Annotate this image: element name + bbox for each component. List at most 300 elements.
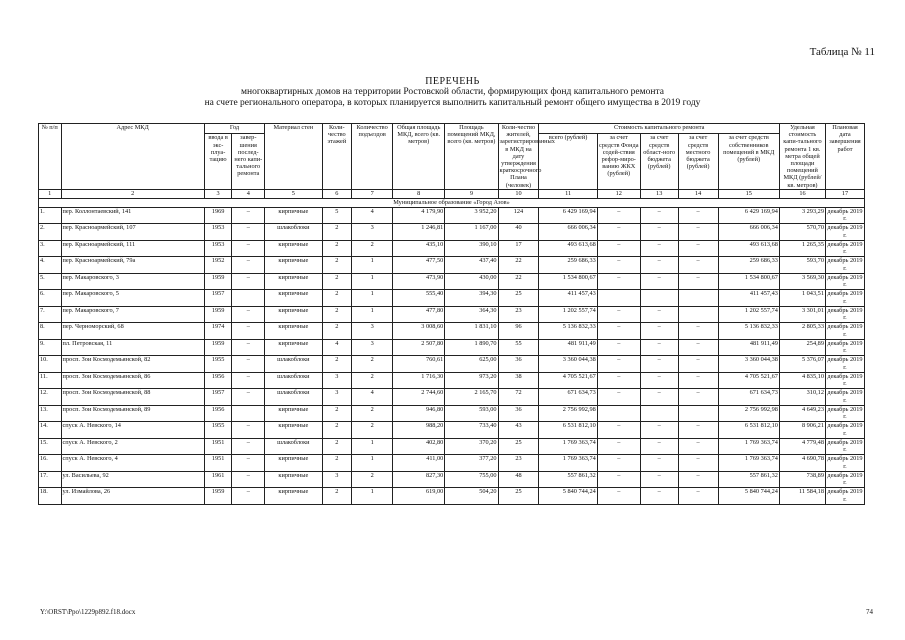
row-cost-owners: 557 861,32 — [718, 471, 779, 488]
row-total-area: 555,40 — [393, 290, 445, 307]
row-cost-fund: – — [597, 422, 640, 439]
row-year-last-repair: – — [232, 306, 265, 323]
table-row — [39, 455, 865, 472]
row-cost-local: – — [678, 471, 718, 488]
row-cost-fund: – — [597, 207, 640, 224]
table-row — [39, 372, 865, 389]
row-premises-area: 504,20 — [445, 488, 498, 505]
header-planned-date: Плановая дата завершения работ — [825, 124, 864, 190]
row-cost-owners: 1 534 800,67 — [718, 273, 779, 290]
row-residents: 40 — [498, 224, 539, 241]
row-cost-owners: 4 705 521,67 — [718, 372, 779, 389]
row-total-area: 2 507,80 — [393, 339, 445, 356]
row-residents: 22 — [498, 257, 539, 274]
column-number: 3 — [204, 189, 232, 198]
header-residents: Коли-чество жителей, зарегистрированных в МКД на дату утверждения краткосрочного Плана (человек) — [499, 124, 555, 189]
column-number: 8 — [393, 189, 445, 198]
row-planned-date: декабрь 2019 г. — [827, 306, 863, 322]
row-floors: 2 — [322, 405, 352, 422]
row-year-commission: 1952 — [204, 257, 232, 274]
row-year-commission: 1953 — [204, 240, 232, 257]
row-total-area: 619,00 — [393, 488, 445, 505]
row-wall-material: кирпичные — [265, 339, 322, 356]
header-entrances: Количество подъездов — [352, 124, 393, 190]
row-wall-material: кирпичные — [265, 306, 322, 323]
table-row — [39, 306, 865, 323]
table-row — [39, 471, 865, 488]
row-planned-date: декабрь 2019 г. — [827, 389, 863, 404]
row-cost-local: – — [678, 224, 718, 241]
header-address: Адрес МКД — [61, 124, 204, 190]
row-number: 7. — [39, 306, 62, 323]
row-cost-local: – — [678, 323, 718, 340]
row-cost-local: – — [678, 389, 718, 406]
row-cost-local: – — [678, 273, 718, 290]
row-year-commission: 1959 — [204, 488, 232, 505]
row-cost-regional: – — [640, 372, 678, 389]
row-number: 6. — [39, 290, 62, 307]
row-cost-owners: 259 686,33 — [718, 257, 779, 274]
row-floors: 5 — [322, 207, 352, 224]
row-cost-regional: – — [640, 438, 678, 455]
row-premises-area: 2 165,70 — [445, 389, 498, 406]
table-row — [39, 207, 865, 224]
row-cost-fund: – — [597, 306, 640, 323]
row-floors: 2 — [322, 257, 352, 274]
row-cost-owners: 411 457,43 — [718, 290, 779, 307]
row-year-commission: 1957 — [204, 290, 232, 307]
row-premises-area: 755,00 — [445, 471, 498, 488]
row-address: просп. Зои Космодемьянской, 82 — [61, 356, 204, 373]
row-premises-area: 394,30 — [445, 290, 498, 307]
row-address: пер. Красноармейский, 107 — [61, 224, 204, 241]
footer-file-path: Y:\ORST\Ppo\1229p892.f18.docx — [40, 608, 136, 616]
row-year-commission: 1951 — [204, 438, 232, 455]
column-number: 16 — [779, 189, 825, 198]
table-row — [39, 323, 865, 340]
row-year-commission: 1969 — [204, 207, 232, 224]
row-cost-local: – — [678, 240, 718, 257]
row-residents: 96 — [498, 323, 539, 340]
row-wall-material: шлакоблоки — [265, 389, 322, 406]
table-row — [39, 422, 865, 439]
table-number-label: Таблица № 11 — [809, 46, 875, 58]
table-row — [39, 240, 865, 257]
row-residents: 38 — [498, 372, 539, 389]
row-year-last-repair: – — [232, 339, 265, 356]
row-premises-area: 1 890,70 — [445, 339, 498, 356]
row-floors: 3 — [322, 471, 352, 488]
row-cost-local: – — [678, 488, 718, 505]
row-cost-owners: 6 429 169,94 — [718, 207, 779, 224]
row-unit-cost: 3 569,30 — [779, 273, 825, 290]
row-cost-total: 493 613,68 — [539, 240, 597, 257]
row-total-area: 946,80 — [393, 405, 445, 422]
column-number: 12 — [597, 189, 640, 198]
header-premises-area: Площадь помещений МКД, всего (кв. метров) — [445, 124, 498, 190]
row-cost-local — [678, 290, 718, 307]
column-number: 5 — [265, 189, 322, 198]
column-number: 1 — [39, 189, 62, 198]
row-cost-fund: – — [597, 372, 640, 389]
row-cost-total: 671 634,73 — [539, 389, 597, 406]
table-row — [39, 356, 865, 373]
row-cost-local: – — [678, 455, 718, 472]
row-cost-fund: – — [597, 224, 640, 241]
row-cost-fund: – — [597, 471, 640, 488]
row-residents: 124 — [498, 207, 539, 224]
row-wall-material: кирпичные — [265, 323, 322, 340]
row-unit-cost: 2 805,33 — [779, 323, 825, 340]
row-unit-cost: 4 779,48 — [779, 438, 825, 455]
row-year-commission: 1955 — [204, 422, 232, 439]
section-title: Муниципальное образование «Город Азов» — [39, 198, 865, 207]
row-wall-material: кирпичные — [265, 488, 322, 505]
row-floors: 4 — [322, 339, 352, 356]
row-total-area: 477,80 — [393, 306, 445, 323]
row-cost-total: 557 861,32 — [539, 471, 597, 488]
row-cost-total: 4 705 521,67 — [539, 372, 597, 389]
row-wall-material: кирпичные — [265, 455, 322, 472]
row-unit-cost: 4 690,78 — [779, 455, 825, 472]
row-year-last-repair: – — [232, 356, 265, 373]
row-wall-material: кирпичные — [265, 273, 322, 290]
row-address: пер. Черноморский, 68 — [61, 323, 204, 340]
row-wall-material: кирпичные — [265, 405, 322, 422]
row-cost-regional: – — [640, 422, 678, 439]
row-cost-regional: – — [640, 240, 678, 257]
table-row — [39, 257, 865, 274]
row-address: просп. Зои Космодемьянской, 89 — [61, 405, 204, 422]
row-cost-total: 3 360 044,38 — [539, 356, 597, 373]
header-cost-total: всего (рублей) — [539, 134, 597, 190]
column-number: 9 — [445, 189, 498, 198]
row-planned-date: декабрь 2019 г. — [827, 240, 863, 256]
row-cost-local: – — [678, 257, 718, 274]
row-unit-cost: 4 835,10 — [779, 372, 825, 389]
row-entrances: 3 — [352, 323, 393, 340]
row-residents: 25 — [498, 290, 539, 307]
row-year-commission: 1957 — [204, 389, 232, 406]
row-address: пл. Петровская, 11 — [61, 339, 204, 356]
row-residents: 48 — [498, 471, 539, 488]
row-cost-total: 666 006,34 — [539, 224, 597, 241]
row-cost-total: 2 756 992,98 — [539, 405, 597, 422]
row-year-last-repair: – — [232, 224, 265, 241]
row-year-commission: 1974 — [204, 323, 232, 340]
row-unit-cost: 310,12 — [779, 389, 825, 406]
row-cost-fund: – — [597, 273, 640, 290]
row-floors: 2 — [322, 224, 352, 241]
row-planned-date: декабрь 2019 г. — [827, 422, 863, 437]
header-cost-local: за счет средств местного бюджета (рублей) — [678, 134, 718, 190]
row-cost-owners: 5 840 744,24 — [718, 488, 779, 505]
row-total-area: 402,80 — [393, 438, 445, 455]
row-number: 1. — [39, 207, 62, 224]
heading-title: ПЕРЕЧЕНЬ — [425, 76, 480, 87]
row-wall-material: кирпичные — [265, 207, 322, 224]
row-unit-cost: 1 043,51 — [779, 290, 825, 307]
row-unit-cost: 4 649,23 — [779, 405, 825, 422]
row-total-area: 827,30 — [393, 471, 445, 488]
column-number: 10 — [498, 189, 539, 198]
column-number: 13 — [640, 189, 678, 198]
row-cost-total: 6 531 812,10 — [539, 422, 597, 439]
header-cost-fund: за счет средств Фонда содей-ствия рефор-миро-ванию ЖКХ (рублей) — [597, 134, 640, 190]
row-cost-local: – — [678, 339, 718, 356]
row-address: пер. Макаровского, 7 — [61, 306, 204, 323]
row-planned-date: декабрь 2019 г. — [827, 356, 863, 371]
row-residents: 17 — [498, 240, 539, 257]
row-number: 5. — [39, 273, 62, 290]
row-unit-cost: 3 301,01 — [779, 306, 825, 323]
row-cost-total: 6 429 169,94 — [539, 207, 597, 224]
row-cost-fund: – — [597, 339, 640, 356]
heading-subtitle-2: на счете регионального оператора, в которых планируется выполнить капитальный ремонт общего имущества в 2019 году — [204, 98, 701, 108]
row-cost-owners: 1 769 363,74 — [718, 438, 779, 455]
row-year-last-repair: – — [232, 438, 265, 455]
row-address: пер. Коллонтаевский, 141 — [61, 207, 204, 224]
row-cost-total: 5 840 744,24 — [539, 488, 597, 505]
header-total-area: Общая площадь МКД, всего (кв. метров) — [393, 124, 445, 190]
row-wall-material: кирпичные — [265, 471, 322, 488]
row-premises-area: 973,20 — [445, 372, 498, 389]
row-address: пер. Красноармейский, 111 — [61, 240, 204, 257]
row-wall-material: шлакоблоки — [265, 356, 322, 373]
table-row — [39, 273, 865, 290]
table-body — [39, 198, 865, 504]
row-unit-cost: 1 265,35 — [779, 240, 825, 257]
row-cost-local: – — [678, 207, 718, 224]
row-residents: 36 — [498, 356, 539, 373]
row-cost-local: – — [678, 422, 718, 439]
row-number: 11. — [39, 372, 62, 389]
row-wall-material: кирпичные — [265, 290, 322, 307]
row-number: 4. — [39, 257, 62, 274]
row-number: 17. — [39, 471, 62, 488]
row-total-area: 3 008,60 — [393, 323, 445, 340]
table-row — [39, 290, 865, 307]
row-entrances: 2 — [352, 422, 393, 439]
row-planned-date: декабрь 2019 г. — [827, 471, 863, 487]
repair-list-table — [38, 123, 865, 505]
row-cost-owners: 1 202 557,74 — [718, 306, 779, 323]
row-unit-cost: 8 906,21 — [779, 422, 825, 439]
row-premises-area: 370,20 — [445, 438, 498, 455]
row-planned-date: декабрь 2019 г. — [827, 207, 863, 223]
row-number: 3. — [39, 240, 62, 257]
row-residents: 23 — [498, 306, 539, 323]
row-cost-total: 481 911,49 — [539, 339, 597, 356]
row-cost-owners: 3 360 044,38 — [718, 356, 779, 373]
column-number-row — [39, 189, 865, 198]
row-cost-fund: – — [597, 455, 640, 472]
row-total-area: 4 179,90 — [393, 207, 445, 224]
document-heading — [0, 76, 905, 109]
row-unit-cost: 3 293,29 — [779, 207, 825, 224]
row-premises-area: 430,00 — [445, 273, 498, 290]
row-year-commission: 1953 — [204, 224, 232, 241]
row-premises-area: 733,40 — [445, 422, 498, 439]
row-planned-date: декабрь 2019 г. — [827, 455, 863, 470]
row-year-last-repair: – — [232, 471, 265, 488]
row-number: 18. — [39, 488, 62, 505]
row-cost-regional: – — [640, 207, 678, 224]
header-year-last-repair: завер-шения послед-него капи-тального ремонта — [232, 134, 265, 190]
row-cost-owners: 666 006,34 — [718, 224, 779, 241]
row-unit-cost: 738,89 — [779, 471, 825, 488]
row-floors: 2 — [322, 422, 352, 439]
row-total-area: 473,90 — [393, 273, 445, 290]
row-address: ул. Васильева, 92 — [61, 471, 204, 488]
row-residents: 36 — [498, 405, 539, 422]
row-cost-fund: – — [597, 389, 640, 406]
row-cost-regional: – — [640, 306, 678, 323]
row-premises-area: 1 831,10 — [445, 323, 498, 340]
footer-page-number: 74 — [866, 608, 873, 616]
row-total-area: 435,10 — [393, 240, 445, 257]
row-year-last-repair: – — [232, 389, 265, 406]
row-wall-material: кирпичные — [265, 257, 322, 274]
header-cost-owners: за счет средств собственников помещений в МКД (рублей) — [718, 134, 779, 190]
row-cost-owners: 481 911,49 — [718, 339, 779, 356]
row-entrances: 4 — [352, 207, 393, 224]
row-cost-owners: 5 136 832,33 — [718, 323, 779, 340]
header-cost-group: Стоимость капитального ремонта — [539, 124, 779, 134]
row-unit-cost: 254,89 — [779, 339, 825, 356]
row-residents: 55 — [498, 339, 539, 356]
column-number: 14 — [678, 189, 718, 198]
row-premises-area: 625,00 — [445, 356, 498, 373]
row-cost-fund — [597, 405, 640, 422]
column-number: 2 — [61, 189, 204, 198]
row-cost-local — [678, 306, 718, 323]
column-number: 15 — [718, 189, 779, 198]
row-cost-fund: – — [597, 488, 640, 505]
row-entrances: 3 — [352, 224, 393, 241]
header-wall-material: Материал стен — [265, 124, 322, 190]
row-unit-cost: 11 584,18 — [779, 488, 825, 505]
row-cost-regional — [640, 290, 678, 307]
row-cost-regional: – — [640, 488, 678, 505]
row-cost-regional: – — [640, 471, 678, 488]
row-premises-area: 1 167,00 — [445, 224, 498, 241]
row-entrances: 4 — [352, 389, 393, 406]
row-premises-area: 390,10 — [445, 240, 498, 257]
row-total-area: 411,00 — [393, 455, 445, 472]
row-number: 16. — [39, 455, 62, 472]
header-year-group: Год — [204, 124, 264, 134]
row-year-last-repair: – — [232, 372, 265, 389]
row-cost-local — [678, 405, 718, 422]
row-address: пер. Макаровского, 3 — [61, 273, 204, 290]
row-entrances: 1 — [352, 306, 393, 323]
row-residents: 25 — [498, 438, 539, 455]
row-entrances: 1 — [352, 488, 393, 505]
row-cost-regional: – — [640, 356, 678, 373]
row-cost-total: 5 136 832,33 — [539, 323, 597, 340]
row-entrances: 1 — [352, 290, 393, 307]
row-residents: 22 — [498, 273, 539, 290]
row-address: просп. Зои Космодемьянской, 88 — [61, 389, 204, 406]
row-entrances: 2 — [352, 240, 393, 257]
row-cost-total: 411 457,43 — [539, 290, 597, 307]
row-entrances: 1 — [352, 273, 393, 290]
row-year-commission: 1956 — [204, 372, 232, 389]
row-address: пер. Красноармейский, 79а — [61, 257, 204, 274]
row-cost-fund: – — [597, 240, 640, 257]
row-entrances: 3 — [352, 339, 393, 356]
row-floors: 3 — [322, 389, 352, 406]
row-address: просп. Зои Космодемьянской, 86 — [61, 372, 204, 389]
table-row — [39, 389, 865, 406]
row-premises-area: 593,00 — [445, 405, 498, 422]
row-cost-fund: – — [597, 257, 640, 274]
header-unit-cost: Удельная стоимость капи-тального ремонта 1 кв. метра общей площади помещений МКД (рублей/ кв. метров) — [779, 124, 825, 190]
row-residents: 43 — [498, 422, 539, 439]
column-number: 7 — [352, 189, 393, 198]
row-year-last-repair: – — [232, 422, 265, 439]
row-floors: 2 — [322, 438, 352, 455]
row-premises-area: 377,20 — [445, 455, 498, 472]
row-cost-fund — [597, 290, 640, 307]
row-number: 10. — [39, 356, 62, 373]
row-cost-fund: – — [597, 438, 640, 455]
row-cost-fund: – — [597, 356, 640, 373]
row-year-last-repair: – — [232, 455, 265, 472]
row-number: 13. — [39, 405, 62, 422]
row-planned-date: декабрь 2019 г. — [827, 488, 863, 503]
row-year-commission: 1961 — [204, 471, 232, 488]
row-number: 8. — [39, 323, 62, 340]
row-address: спуск А. Невского, 14 — [61, 422, 204, 439]
row-total-area: 2 744,60 — [393, 389, 445, 406]
row-number: 9. — [39, 339, 62, 356]
row-floors: 2 — [322, 488, 352, 505]
header-floors: Коли-чество этажей — [322, 124, 352, 190]
row-entrances: 2 — [352, 372, 393, 389]
row-floors: 2 — [322, 323, 352, 340]
row-floors: 2 — [322, 273, 352, 290]
row-address: ул. Измайлова, 26 — [61, 488, 204, 505]
row-cost-total: 1 202 557,74 — [539, 306, 597, 323]
row-cost-fund: – — [597, 323, 640, 340]
table-header — [39, 124, 865, 199]
table-row — [39, 438, 865, 455]
row-number: 15. — [39, 438, 62, 455]
row-planned-date: декабрь 2019 г. — [827, 372, 863, 388]
row-number: 14. — [39, 422, 62, 439]
row-address: пер. Макаровского, 5 — [61, 290, 204, 307]
row-cost-regional: – — [640, 257, 678, 274]
table-row — [39, 339, 865, 356]
row-wall-material: кирпичные — [265, 422, 322, 439]
row-cost-owners: 6 531 812,10 — [718, 422, 779, 439]
row-unit-cost: 570,70 — [779, 224, 825, 241]
row-year-last-repair: – — [232, 273, 265, 290]
row-planned-date: декабрь 2019 г. — [827, 438, 863, 454]
row-address: спуск А. Невского, 4 — [61, 455, 204, 472]
header-cost-regional: за счет средств област-ного бюджета (рублей) — [640, 134, 678, 190]
row-entrances: 1 — [352, 438, 393, 455]
row-address: спуск А. Невского, 2 — [61, 438, 204, 455]
row-planned-date: декабрь 2019 г. — [827, 339, 863, 355]
row-wall-material: кирпичные — [265, 240, 322, 257]
row-cost-regional: – — [640, 323, 678, 340]
row-unit-cost: 5 376,07 — [779, 356, 825, 373]
row-year-last-repair: – — [232, 207, 265, 224]
row-total-area: 1 246,81 — [393, 224, 445, 241]
